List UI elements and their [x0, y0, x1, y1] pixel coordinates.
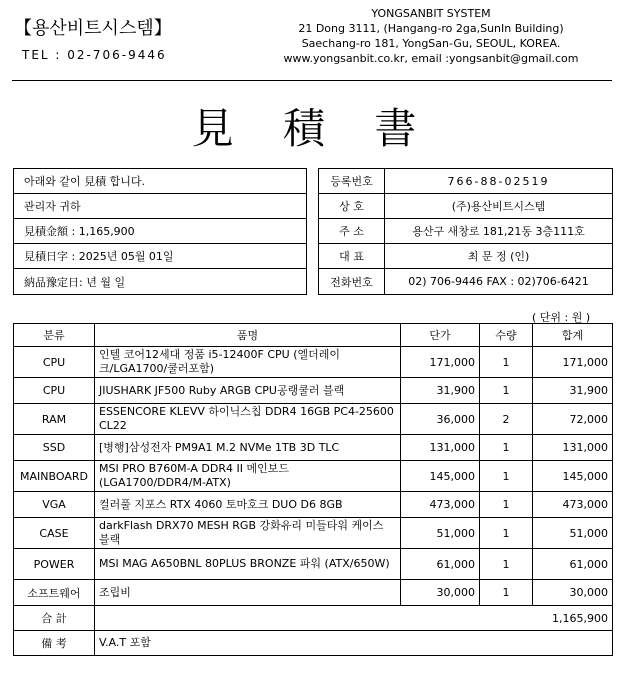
row-product: darkFlash DRX70 MESH RGB 강화유리 미들타워 케이스 블랙 — [95, 518, 401, 549]
table-row — [14, 518, 613, 549]
row-price: 131,000 — [401, 435, 480, 461]
row-qty: 1 — [480, 492, 533, 518]
row-total: 31,900 — [533, 378, 613, 404]
row-qty: 2 — [480, 404, 533, 435]
note-row — [14, 631, 613, 656]
row-qty: 1 — [480, 378, 533, 404]
row-product: [병행]삼성전자 PM9A1 M.2 NVMe 1TB 3D TLC — [95, 435, 401, 461]
row-product: 조립비 — [95, 580, 401, 606]
row-price: 31,900 — [401, 378, 480, 404]
quote-recipient: 관리자 귀하 — [14, 194, 306, 219]
header-qty: 수량 — [480, 324, 533, 347]
row-product: 인텔 코어12세대 정품 i5-12400F CPU (엘더레이크/LGA1700/쿨러포함) — [95, 347, 401, 378]
table-row — [14, 461, 613, 492]
row-price: 171,000 — [401, 347, 480, 378]
row-category: RAM — [14, 404, 95, 435]
supplier-value: 766-88-02519 — [447, 174, 550, 188]
company-name-en: YONGSANBIT SYSTEM — [371, 7, 491, 20]
supplier-value: 용산구 새창로 181,21동 3층111호 — [412, 225, 585, 238]
row-price: 61,000 — [401, 549, 480, 580]
header-divider — [12, 80, 612, 81]
table-row — [14, 378, 613, 404]
sum-row — [14, 606, 613, 631]
note-label: 備 考 — [14, 631, 95, 656]
header-product: 품명 — [95, 324, 401, 347]
table-header-row — [14, 324, 613, 347]
header-total: 합계 — [533, 324, 613, 347]
row-total: 473,000 — [533, 492, 613, 518]
row-category: SSD — [14, 435, 95, 461]
document-title: 見 積 書 — [191, 104, 435, 153]
supplier-row — [319, 244, 612, 269]
row-qty: 1 — [480, 580, 533, 606]
row-price: 473,000 — [401, 492, 480, 518]
supplier-info-box — [318, 168, 613, 295]
row-qty: 1 — [480, 347, 533, 378]
row-product: MSI PRO B760M-A DDR4 II 메인보드 (LGA1700/DDR4/M-ATX) — [95, 461, 401, 492]
supplier-row — [319, 269, 612, 294]
company-info — [266, 6, 596, 66]
web-email: www.yongsanbit.co.kr, email :yongsanbit@gmail.com — [283, 52, 579, 65]
row-category: CASE — [14, 518, 95, 549]
sum-label: 合 計 — [14, 606, 95, 631]
row-total: 30,000 — [533, 580, 613, 606]
row-total: 145,000 — [533, 461, 613, 492]
address-line-2: Saechang-ro 181, YongSan-Gu, SEOUL, KOREA. — [301, 37, 561, 50]
row-product: ESSENCORE KLEVV 하이닉스칩 DDR4 16GB PC4-25600 CL22 — [95, 404, 401, 435]
supplier-value: 최 문 정 (인) — [467, 250, 530, 263]
row-category: 소프트웨어 — [14, 580, 95, 606]
quote-greeting: 아래와 같이 見積 합니다. — [14, 169, 306, 194]
row-total: 72,000 — [533, 404, 613, 435]
header-category: 분류 — [14, 324, 95, 347]
table-row — [14, 435, 613, 461]
row-total: 51,000 — [533, 518, 613, 549]
row-total: 131,000 — [533, 435, 613, 461]
row-price: 145,000 — [401, 461, 480, 492]
note-value: V.A.T 포함 — [95, 631, 613, 656]
row-category: CPU — [14, 378, 95, 404]
supplier-row — [319, 169, 612, 194]
supplier-row — [319, 219, 612, 244]
address-line-1: 21 Dong 3111, (Hangang-ro 2ga,SunIn Building) — [298, 22, 564, 35]
supplier-value: (주)용산비트시스템 — [451, 200, 546, 213]
supplier-value: 02) 706-9446 FAX : 02)706-6421 — [408, 275, 589, 288]
quote-amount: 見積金額 : 1,165,900 — [14, 219, 306, 244]
row-total: 171,000 — [533, 347, 613, 378]
table-row — [14, 492, 613, 518]
row-qty: 1 — [480, 461, 533, 492]
sum-value: 1,165,900 — [95, 606, 613, 631]
row-total: 61,000 — [533, 549, 613, 580]
supplier-row — [319, 194, 612, 219]
row-qty: 1 — [480, 518, 533, 549]
row-product: JIUSHARK JF500 Ruby ARGB CPU공랭쿨러 블랙 — [95, 378, 401, 404]
supplier-label: 등록번호 — [319, 169, 385, 193]
table-row — [14, 347, 613, 378]
supplier-label: 대 표 — [319, 244, 385, 268]
table-row — [14, 549, 613, 580]
header-price: 단가 — [401, 324, 480, 347]
quote-items-table — [13, 323, 613, 656]
table-row — [14, 404, 613, 435]
row-product: MSI MAG A650BNL 80PLUS BRONZE 파워 (ATX/650W) — [95, 549, 401, 580]
supplier-label: 전화번호 — [319, 269, 385, 294]
company-tel: TEL : 02-706-9446 — [22, 48, 167, 62]
unit-note: ( 단위 : 원 ) — [532, 311, 591, 324]
delivery-date: 納品豫定日: 년 월 일 — [24, 275, 126, 289]
supplier-label: 상 호 — [319, 194, 385, 218]
row-category: POWER — [14, 549, 95, 580]
row-category: CPU — [14, 347, 95, 378]
quote-date: 見積日字 : 2025년 05월 01일 — [14, 244, 306, 269]
supplier-label: 주 소 — [319, 219, 385, 243]
row-category: VGA — [14, 492, 95, 518]
row-category: MAINBOARD — [14, 461, 95, 492]
row-price: 36,000 — [401, 404, 480, 435]
row-qty: 1 — [480, 549, 533, 580]
row-product: 컬러풀 지포스 RTX 4060 토마호크 DUO D6 8GB — [95, 492, 401, 518]
row-price: 30,000 — [401, 580, 480, 606]
table-row — [14, 580, 613, 606]
row-qty: 1 — [480, 435, 533, 461]
company-name: 【용산비트시스템】 — [14, 18, 172, 39]
quote-info-box — [13, 168, 307, 295]
row-price: 51,000 — [401, 518, 480, 549]
